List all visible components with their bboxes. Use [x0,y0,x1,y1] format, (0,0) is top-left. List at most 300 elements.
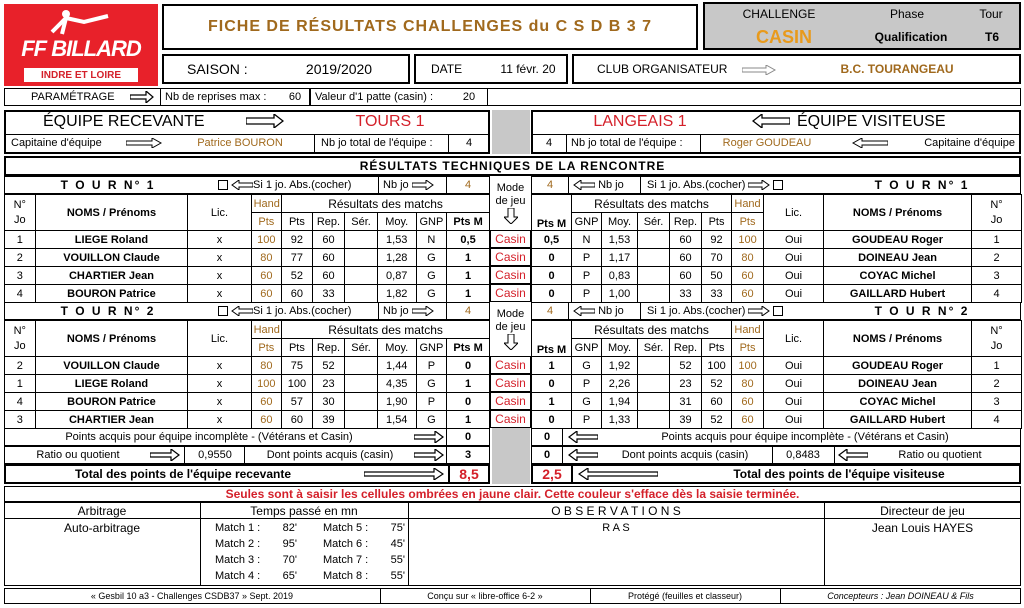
player-lic: x [188,357,251,375]
player-ser [345,357,378,375]
results-title: RÉSULTATS TECHNIQUES DE LA RENCONTRE [4,156,1021,176]
credit-designers: Concepteurs : Jean DOINEAU & Fils [827,591,974,601]
player-name: BOURON Patrice [35,393,188,411]
home-results-table [4,320,490,429]
player-moy: 1,53 [602,231,638,249]
player-name: COYAC Michel [824,267,972,285]
player-no: 2 [5,249,36,267]
parametrage-row [4,88,1021,106]
player-moy: 0,83 [602,267,638,285]
gnp-header: GNP [416,339,447,357]
hand-pts-header: Pts [732,339,764,357]
player-moy: 1,17 [602,249,638,267]
player-hand: 80 [251,249,282,267]
arrow-left-icon [573,306,595,316]
player-lic: Oui [764,357,824,375]
player-ptsm: 1 [447,285,490,303]
pts-header: Pts [702,213,732,231]
ptsm-header: Pts M [447,213,490,231]
player-gnp: G [416,411,447,429]
player-pts: 50 [702,267,732,285]
reprises-label: Nb de reprises max : [165,91,267,103]
nbjo-away [570,177,640,193]
player-ser [638,393,670,411]
match-label: Match 4 : [215,569,261,582]
away-ratio-label: Ratio ou quotient [898,449,982,461]
table-row [532,375,1022,393]
hand-header: Hand [251,321,282,339]
club-label: CLUB ORGANISATEUR [597,62,728,76]
player-hand: 80 [251,357,282,375]
player-lic: x [188,231,251,249]
nbjo-label: Nb jo [598,179,624,191]
jo-label: Jo [990,213,1003,226]
player-name: GAILLARD Hubert [824,285,972,303]
table-row [5,249,490,267]
match-label: Match 2 : [215,537,261,550]
player-hand: 100 [251,231,282,249]
credit-protected: Protégé (feuilles et classeur) [627,591,743,601]
away-incomplete-value: 0 [543,431,551,443]
player-moy: 1,53 [377,231,416,249]
club-value: B.C. TOURANGEAU [840,62,954,76]
hand-header: Hand [251,195,282,213]
player-lic: x [188,393,251,411]
player-pts: 33 [702,285,732,303]
player-hand: 100 [732,231,764,249]
gnp-header: GNP [572,213,602,231]
nbjo-home-value: 4 [464,305,472,317]
gnp-header: GNP [416,213,447,231]
player-pts: 77 [282,249,313,267]
abs-checkbox-home[interactable] [212,303,378,319]
table-row [5,267,490,285]
arrow-left-icon [568,449,598,461]
player-gnp: P [572,267,602,285]
player-rep: 33 [312,285,345,303]
match-value: 45' [390,537,405,550]
match-label: Match 5 : [323,521,369,534]
arrow-right-icon [414,449,444,461]
arrow-right-icon [412,306,434,316]
player-moy: 1,28 [377,249,416,267]
rep-header: Rep. [312,339,345,357]
player-hand: 60 [251,393,282,411]
match-label: Match 3 : [215,553,261,566]
player-ser [638,249,670,267]
player-ptsm: 0 [532,411,572,429]
pts-header: Pts [702,339,732,357]
arrow-left-icon [838,449,868,461]
player-lic: Oui [764,393,824,411]
player-lic: x [188,267,251,285]
player-rep: 60 [670,267,702,285]
player-ser [345,411,378,429]
club-box [572,54,1021,84]
player-name: LIEGE Roland [35,231,188,249]
arrow-right-icon [126,138,162,148]
table-row [5,357,490,375]
hand-pts-header: Pts [251,339,282,357]
home-team-label: ÉQUIPE RECEVANTE [43,113,205,130]
player-hand: 60 [732,285,764,303]
observations-label: O B S E R V A T I O N S [551,503,681,518]
nbjo-away-value: 4 [546,179,554,191]
player-ser [345,393,378,411]
player-ptsm: 0 [532,249,572,267]
table-row [5,393,490,411]
player-name: COYAC Michel [824,393,972,411]
hand-pts-header: Pts [732,213,764,231]
billiard-player-icon [44,8,114,38]
logo-text: FF BILLARD [21,36,141,61]
nbjo-away [570,303,640,319]
player-moy: 1,54 [377,411,416,429]
mode-cell: Casin [490,230,531,248]
player-moy: 1,00 [602,285,638,303]
arbitrage-label: Arbitrage [77,503,127,518]
match-label: Match 6 : [323,537,369,550]
notice-text: Seules sont à saisir les cellules ombrées en jaune clair. Cette couleur s'efface dès la saisie terminée. [4,486,1021,502]
player-rep: 60 [312,231,345,249]
table-row [532,285,1022,303]
tour-label: T O U R N° 2 [60,304,156,318]
arrow-right-icon [412,180,434,190]
rep-header: Rep. [312,213,345,231]
player-moy: 1,90 [377,393,416,411]
away-ratio-value: 0,8483 [786,449,820,461]
player-moy: 1,94 [602,393,638,411]
player-lic: x [188,249,251,267]
no-label: N° [13,198,26,211]
results-header: Résultats des matchs [572,195,732,213]
away-results-table [531,194,1022,303]
away-total-points-label: Total des points de l'équipe visiteuse [733,467,945,481]
player-moy: 1,92 [602,357,638,375]
abs-label: Si 1 jo. Abs.(cocher) [647,305,746,317]
player-rep: 39 [670,411,702,429]
player-rep: 33 [670,285,702,303]
player-rep: 23 [670,375,702,393]
abs-label: Si 1 jo. Abs.(cocher) [253,179,352,191]
player-pts: 92 [282,231,313,249]
arrow-right-icon [130,91,154,103]
player-no: 2 [972,375,1022,393]
player-hand: 80 [732,249,764,267]
player-ser [638,411,670,429]
arbitrage-value: Auto-arbitrage [63,520,141,535]
home-total-points-label: Total des points de l'équipe recevante [74,467,292,481]
arrow-right-icon [364,468,444,480]
hand-header: Hand [732,195,764,213]
player-rep: 60 [312,249,345,267]
player-name: BOURON Patrice [35,285,188,303]
player-pts: 52 [702,411,732,429]
ser-header: Sér. [345,339,378,357]
moy-header: Moy. [377,339,416,357]
arrow-right-icon [748,306,770,316]
match-value: 55' [390,569,405,582]
player-hand: 60 [732,411,764,429]
abs-label: Si 1 jo. Abs.(cocher) [253,305,352,317]
match-value: 82' [282,521,297,534]
player-pts: 60 [702,393,732,411]
table-row [5,375,490,393]
player-name: VOUILLON Claude [35,249,188,267]
arrow-right-icon [742,65,776,75]
player-no: 3 [972,393,1022,411]
table-row [532,357,1022,375]
player-pts: 52 [282,267,313,285]
player-rep: 39 [312,411,345,429]
results-header: Résultats des matchs [282,195,490,213]
player-no: 4 [5,285,36,303]
mode-cell: Casin [490,374,531,392]
home-incomplete-value: 0 [464,431,472,443]
player-no: 2 [972,249,1022,267]
player-lic: x [188,411,251,429]
names-header: NOMS / Prénoms [824,195,972,231]
nbjo-home [380,177,450,193]
player-no: 3 [5,267,36,285]
mode-cell: Casin [490,266,531,284]
player-name: GOUDEAU Roger [824,231,972,249]
player-moy: 2,26 [602,375,638,393]
saison-box [162,54,410,84]
player-moy: 4,35 [377,375,416,393]
player-lic: Oui [764,285,824,303]
player-name: CHARTIER Jean [35,267,188,285]
player-ptsm: 0 [447,357,490,375]
home-total-value: 4 [465,137,473,149]
credit-libreoffice: Conçu sur « libre-office 6-2 » [427,591,543,601]
player-no: 4 [972,411,1022,429]
home-total-points-value: 8,5 [448,464,488,484]
player-no: 4 [5,393,36,411]
table-row [5,231,490,249]
jo-label: Jo [13,339,26,352]
ser-header: Sér. [638,213,670,231]
player-name: DOINEAU Jean [824,375,972,393]
ff-billard-logo [4,4,158,86]
checkbox[interactable] [218,306,228,316]
patte-label: Valeur d'1 patte (casin) : [315,91,434,103]
arrow-left-icon [852,138,888,148]
table-row [532,267,1022,285]
away-total-value: 4 [545,137,553,149]
match-value: 70' [282,553,297,566]
player-lic: Oui [764,249,824,267]
away-total-points-value: 2,5 [533,464,573,484]
pts-header: Pts [282,213,313,231]
player-ptsm: 0 [532,285,572,303]
player-ser [345,375,378,393]
lic-header: Lic. [764,321,824,357]
tour-label: Tour [979,7,1003,21]
observations-value: R A S [602,521,630,534]
player-name: DOINEAU Jean [824,249,972,267]
mode-header [490,176,531,230]
home-captain-label: Capitaine d'équipe [11,137,102,149]
table-row [532,231,1022,249]
player-moy: 1,82 [377,285,416,303]
home-incomplete-label: Points acquis pour équipe incomplète - (Vétérans et Casin) [65,431,353,443]
player-hand: 60 [732,267,764,285]
ser-header: Sér. [638,339,670,357]
mode-label: Mode de jeu [495,182,526,207]
away-casin-label: Dont points acquis (casin) [621,449,749,461]
away-team-name: LANGEAIS 1 [593,113,687,130]
away-captain-label: Capitaine d'équipe [924,137,1015,149]
player-moy: 1,44 [377,357,416,375]
lic-header: Lic. [188,195,251,231]
directeur-label: Directeur de jeu [880,503,965,518]
player-ser [638,375,670,393]
match-value: 55' [390,553,405,566]
gnp-header: GNP [572,339,602,357]
results-header: Résultats des matchs [282,321,490,339]
hand-header: Hand [732,321,764,339]
player-rep: 31 [670,393,702,411]
player-ptsm: 1 [532,393,572,411]
tour-value: T6 [984,30,999,44]
checkbox[interactable] [773,180,783,190]
no-label: N° [990,324,1003,337]
mode-header [490,302,531,356]
saison-value: 2019/2020 [305,61,373,77]
player-ptsm: 1 [532,357,572,375]
abs-checkbox-away[interactable] [644,177,824,193]
rep-header: Rep. [670,339,702,357]
player-pts: 75 [282,357,313,375]
player-pts: 57 [282,393,313,411]
player-ser [345,249,378,267]
checkbox[interactable] [773,306,783,316]
player-gnp: G [572,357,602,375]
home-casin-label: Dont points acquis (casin) [266,449,394,461]
home-ratio-value: 0,9550 [198,449,232,461]
player-no: 1 [972,357,1022,375]
player-ptsm: 1 [447,375,490,393]
home-captain-value: Patrice BOURON [197,137,283,149]
player-hand: 60 [732,393,764,411]
player-rep: 52 [670,357,702,375]
away-total-label: Nb jo total de l'équipe : [571,137,683,149]
date-box [414,54,568,84]
directeur-value: Jean Louis HAYES [871,520,974,535]
mode-cell: Casin [490,410,531,428]
player-gnp: N [416,231,447,249]
player-ser [345,231,378,249]
player-no: 1 [5,375,36,393]
challenge-panel [703,2,1021,50]
player-no: 4 [972,285,1022,303]
player-hand: 100 [732,357,764,375]
home-total-label: Nb jo total de l'équipe : [321,137,433,149]
player-pts: 52 [702,375,732,393]
player-ptsm: 0 [532,375,572,393]
lic-header: Lic. [764,195,824,231]
player-lic: x [188,285,251,303]
abs-checkbox-home[interactable] [212,177,378,193]
player-rep: 60 [670,231,702,249]
table-row [532,393,1022,411]
player-ptsm: 1 [447,411,490,429]
abs-checkbox-away[interactable] [644,303,824,319]
player-hand: 60 [251,411,282,429]
player-name: VOUILLON Claude [35,357,188,375]
saison-label: SAISON : [187,61,248,77]
player-ser [345,285,378,303]
phase-label: Phase [889,7,925,21]
player-name: LIEGE Roland [35,375,188,393]
page-title: FICHE DE RÉSULTATS CHALLENGES du C S D B 3 7 [162,4,698,50]
player-rep: 30 [312,393,345,411]
table-row [532,411,1022,429]
player-gnp: P [416,393,447,411]
home-results-table [4,194,490,303]
player-no: 1 [5,231,36,249]
arrow-left-icon [231,180,253,190]
moy-header: Moy. [602,213,638,231]
date-value: 11 févr. 20 [500,62,556,76]
player-name: GAILLARD Hubert [824,411,972,429]
arrow-left-icon [573,180,595,190]
player-no: 1 [972,231,1022,249]
ptsm-header: Pts M [532,195,572,231]
player-gnp: P [572,285,602,303]
mode-cell: Casin [490,248,531,266]
home-ratio-label: Ratio ou quotient [36,449,120,461]
player-lic: x [188,375,251,393]
temps-label: Temps passé en mn [250,503,358,518]
lic-header: Lic. [188,321,251,357]
match-label: Match 7 : [323,553,369,566]
player-rep: 23 [312,375,345,393]
arrow-left-icon [752,114,790,128]
hand-pts-header: Pts [251,213,282,231]
patte-value: 20 [462,91,476,103]
player-pts: 70 [702,249,732,267]
player-hand: 60 [251,267,282,285]
player-moy: 1,33 [602,411,638,429]
player-pts: 60 [282,285,313,303]
arrow-down-icon [504,334,518,350]
player-ser [345,267,378,285]
player-ptsm: 0 [532,267,572,285]
parametrage-label: PARAMÉTRAGE [31,91,115,103]
player-gnp: P [572,375,602,393]
pts-header: Pts [282,339,313,357]
match-label: Match 1 : [215,521,261,534]
match-label: Match 8 : [323,569,369,582]
home-team-name: TOURS 1 [355,113,425,130]
player-gnp: P [572,249,602,267]
ptsm-header: Pts M [447,339,490,357]
arrow-right-icon [748,180,770,190]
player-hand: 80 [732,375,764,393]
checkbox[interactable] [218,180,228,190]
nbjo-label: Nb jo [383,179,409,191]
no-label: N° [990,198,1003,211]
player-ptsm: 1 [447,249,490,267]
credit-gesbil: « Gesbil 10 a3 - Challenges CSDB37 » Sept. 2019 [90,591,294,601]
player-pts: 100 [282,375,313,393]
arrow-down-icon [504,208,518,224]
player-name: GOUDEAU Roger [824,357,972,375]
nbjo-home [380,303,450,319]
away-team-label: ÉQUIPE VISITEUSE [797,113,946,130]
